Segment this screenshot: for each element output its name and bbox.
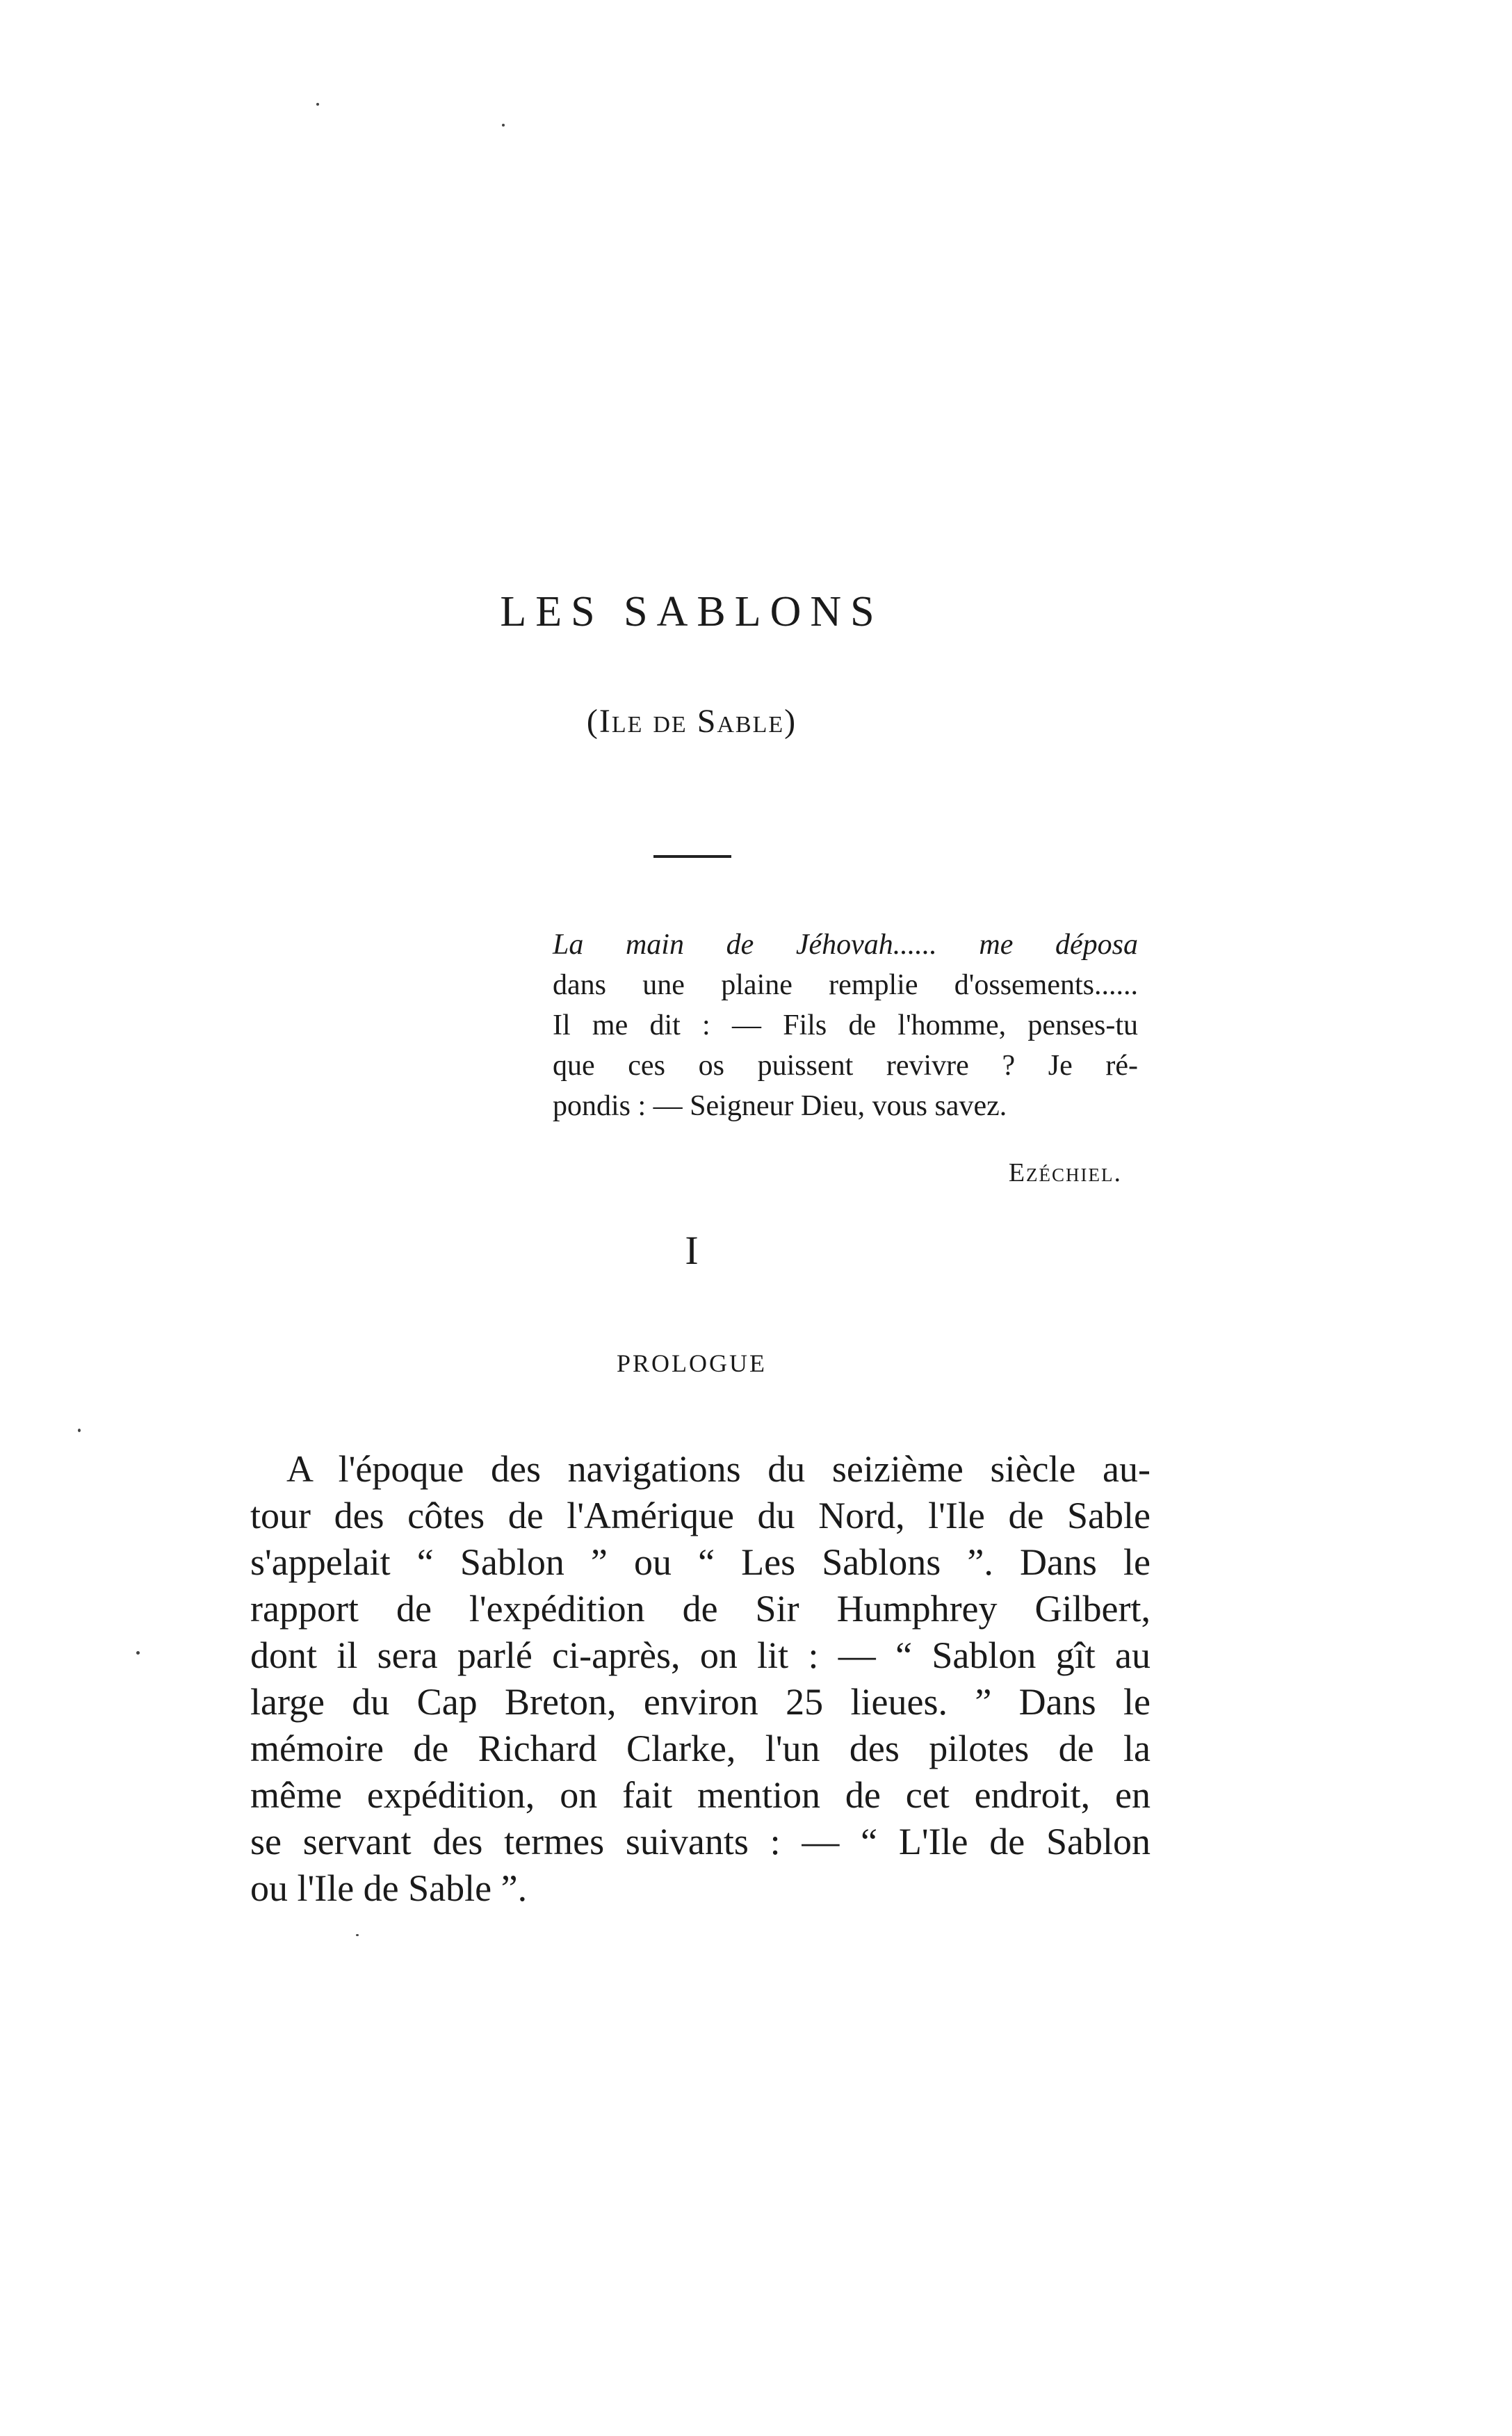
epigraph-attribution: Ezéchiel. <box>1008 1158 1122 1187</box>
epigraph-line <box>553 925 1138 965</box>
epigraph-line: pondis : — Seigneur Dieu, vous savez. <box>553 1090 1007 1122</box>
print-speck <box>136 1651 140 1655</box>
page-title: LES SABLONS <box>500 588 884 635</box>
body-line: A l'époque des navigations du seizième siècle au- <box>286 1448 1151 1490</box>
epigraph-italic: La main de Jéhovah...... me déposa <box>553 929 1138 961</box>
print-speck <box>356 1934 359 1936</box>
body-paragraph <box>250 1446 1151 1912</box>
epigraph <box>553 925 1138 1126</box>
page-subtitle: (Ile de Sable) <box>586 703 797 740</box>
print-speck <box>316 103 319 106</box>
body-line: mémoire de Richard Clarke, l'un des pilotes de la <box>250 1728 1151 1769</box>
body-line: se servant des termes suivants : — “ L'Ile de Sablon <box>250 1821 1151 1862</box>
divider-rule <box>653 855 731 858</box>
body-line: s'appelait “ Sablon ” ou “ Les Sablons ”. Dans le <box>250 1541 1151 1583</box>
section-title: PROLOGUE <box>616 1349 767 1377</box>
epigraph-line: que ces os puissent revivre ? Je ré- <box>553 1050 1138 1082</box>
body-line: tour des côtes de l'Amérique du Nord, l'Ile de Sable <box>250 1495 1151 1536</box>
body-line: ou l'Ile de Sable ”. <box>250 1867 528 1909</box>
body-line: même expédition, on fait mention de cet endroit, en <box>250 1774 1151 1816</box>
print-speck <box>502 124 505 127</box>
epigraph-line: dans une plaine remplie d'ossements...... <box>553 969 1138 1001</box>
print-speck <box>78 1429 81 1432</box>
body-line: dont il sera parlé ci-après, on lit : — “ Sablon gît au <box>250 1634 1151 1676</box>
body-line: large du Cap Breton, environ 25 lieues. ” Dans le <box>250 1681 1151 1723</box>
section-number: I <box>685 1228 699 1273</box>
epigraph-line: Il me dit : — Fils de l'homme, penses-tu <box>553 1009 1138 1041</box>
body-line: rapport de l'expédition de Sir Humphrey Gilbert, <box>250 1588 1151 1630</box>
